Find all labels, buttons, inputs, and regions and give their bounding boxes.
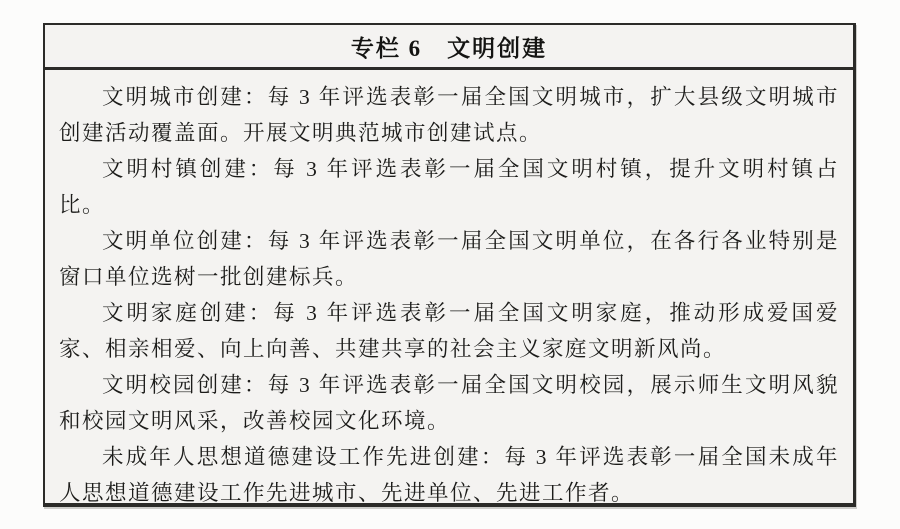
- panel-header: [45, 25, 853, 70]
- paragraph-civilized-city: 文明城市创建：每 3 年评选表彰一届全国文明城市，扩大县级文明城市创建活动覆盖面。开展文明典范城市创建试点。: [59, 85, 839, 145]
- paragraph-civilized-campus: 文明校园创建：每 3 年评选表彰一届全国文明校园，展示师生文明风貌和校园文明风采，改善校园文化环境。: [59, 373, 839, 433]
- paragraph-civilized-village: 文明村镇创建：每 3 年评选表彰一届全国文明村镇，提升文明村镇占比。: [59, 157, 839, 217]
- paragraph-civilized-unit: 文明单位创建：每 3 年评选表彰一届全国文明单位，在各行各业特别是窗口单位选树一批创建标兵。: [59, 229, 839, 289]
- paragraph-civilized-family: 文明家庭创建：每 3 年评选表彰一届全国文明家庭，推动形成爱国爱家、相亲相爱、向上向善、共建共享的社会主义家庭文明新风尚。: [59, 301, 839, 361]
- paragraph-minors-moral-education: 未成年人思想道德建设工作先进创建：每 3 年评选表彰一届全国未成年人思想道德建设工作先进城市、先进单位、先进工作者。: [59, 445, 839, 505]
- column-panel: [43, 23, 856, 507]
- panel-body: [45, 70, 853, 511]
- panel-title: 专栏 6 文明创建: [350, 35, 548, 61]
